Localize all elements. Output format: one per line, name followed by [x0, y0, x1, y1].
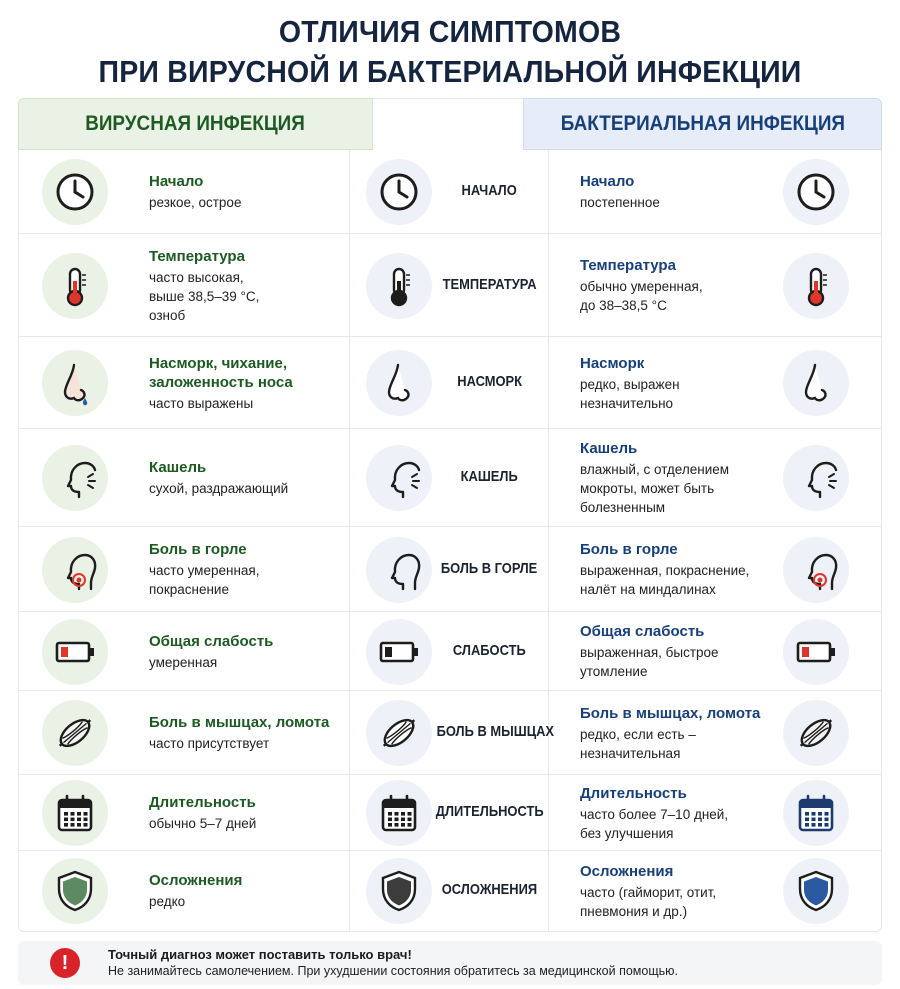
symptom-name: [427, 560, 552, 577]
bacterial-cell: [580, 622, 780, 681]
symptom-name: [427, 373, 552, 390]
bacterial-description: пневмония и др.): [580, 903, 688, 919]
viral-description: выше 38,5–39 °С,: [149, 288, 260, 304]
bacterial-description: мокроты, может быть: [580, 481, 715, 496]
bacterial-description: незначительная: [580, 745, 681, 761]
exclamation-icon: !: [50, 948, 80, 978]
viral-label: Осложнения: [149, 872, 243, 889]
viral-description: часто умеренная,: [149, 563, 260, 578]
bacterial-label: Кашель: [580, 440, 638, 457]
viral-description: часто выражены: [149, 395, 254, 411]
table-row: [19, 612, 881, 691]
shield-icon: [42, 858, 108, 924]
title-line-2: ПРИ ВИРУСНОЙ И БАКТЕРИАЛЬНОЙ ИНФЕКЦИИ: [98, 54, 802, 89]
bacterial-description: без улучшения: [580, 825, 674, 841]
clock-icon: [42, 159, 108, 225]
bacterial-cell: [580, 256, 780, 315]
bacterial-label: Боль в мышцах, ломота: [580, 704, 761, 722]
symptom-name: [427, 468, 552, 485]
sore-throat-icon: [42, 537, 108, 603]
symptom-name: [427, 182, 552, 199]
muscle-icon: [42, 700, 108, 766]
viral-cell: [149, 540, 349, 599]
viral-description: умеренная: [149, 654, 218, 670]
viral-cell: [149, 713, 349, 753]
viral-label: Общая слабость: [149, 632, 274, 650]
page-title: [36, 12, 864, 92]
symptom-name-text: НАЧАЛО: [461, 182, 518, 199]
bacterial-description: налёт на миндалинах: [580, 582, 716, 597]
bacterial-description: обычно умеренная,: [580, 279, 703, 294]
bacterial-description: выраженная, покраснение,: [580, 563, 750, 578]
viral-cell: [149, 247, 349, 325]
bacterial-cell: [580, 862, 780, 921]
viral-label: Кашель: [149, 459, 207, 476]
bacterial-description: постепенное: [580, 195, 660, 210]
symptom-name: [427, 803, 552, 820]
warning-text: Не занимайтесь самолечением. При ухудшении состояния обратитесь за медицинской помощью.: [108, 964, 678, 978]
viral-label: Боль в горле: [149, 541, 247, 558]
title-line-1: ОТЛИЧИЯ СИМПТОМОВ: [278, 14, 622, 49]
nose-icon: [42, 350, 108, 416]
viral-cell: [149, 354, 349, 413]
calendar-icon: [783, 780, 849, 846]
viral-description: сухой, раздражающий: [149, 481, 289, 496]
sore-throat-icon: [366, 537, 432, 603]
bacterial-cell: [580, 704, 780, 763]
bacterial-cell: [580, 172, 780, 212]
table-row: [19, 234, 881, 337]
bacterial-description: выраженная, быстрое: [580, 645, 719, 660]
bacterial-description: незначительно: [580, 395, 674, 411]
viral-cell: [149, 871, 349, 911]
bacterial-label: Общая слабость: [580, 623, 705, 640]
symptom-name-text: ДЛИТЕЛЬНОСТЬ: [435, 803, 544, 820]
viral-label: Длительность: [149, 794, 256, 811]
thermometer-icon: [366, 253, 432, 319]
bacterial-description: утомление: [580, 664, 648, 679]
symptom-name-text: БОЛЬ В МЫШЦАХ: [436, 723, 555, 740]
bacterial-description: редко, если есть –: [580, 726, 696, 742]
bacterial-header: БАКТЕРИАЛЬНАЯ ИНФЕКЦИЯ: [523, 98, 882, 150]
viral-cell: [149, 632, 349, 672]
bacterial-label: Насморк: [580, 354, 645, 372]
symptom-name: [427, 723, 555, 740]
warning-note: [18, 941, 882, 985]
nose-icon: [783, 350, 849, 416]
viral-description: резкое, острое: [149, 195, 242, 210]
cough-icon: [783, 445, 849, 511]
viral-description: покраснение: [149, 582, 229, 597]
bacterial-description: часто более 7–10 дней,: [580, 806, 729, 822]
nose-icon: [366, 350, 432, 416]
bacterial-description: часто (гайморит, отит,: [580, 884, 717, 900]
viral-description: озноб: [149, 307, 186, 323]
symptom-name-text: ТЕМПЕРАТУРА: [442, 275, 537, 293]
viral-description: часто высокая,: [149, 269, 244, 285]
battery-icon: [366, 619, 432, 685]
symptom-name-text: НАСМОРК: [457, 373, 522, 390]
viral-description: редко: [149, 894, 186, 909]
warning-title: Точный диагноз может поставить только врач!: [108, 947, 412, 962]
viral-cell: [149, 793, 349, 833]
clock-icon: [366, 159, 432, 225]
muscle-icon: [366, 700, 432, 766]
symptom-name-text: БОЛЬ В ГОРЛЕ: [441, 559, 538, 577]
symptom-name: [427, 276, 552, 293]
bacterial-description: влажный, с отделением: [580, 462, 730, 477]
table-row: [19, 775, 881, 851]
bacterial-label: Температура: [580, 257, 676, 274]
bacterial-label: Боль в горле: [580, 541, 678, 558]
table-row: [19, 851, 881, 931]
bacterial-cell: [580, 540, 780, 599]
viral-label: Температура: [149, 247, 245, 265]
bacterial-cell: [580, 784, 780, 843]
battery-icon: [42, 619, 108, 685]
symptom-name-text: ОСЛОЖНЕНИЯ: [441, 881, 538, 898]
table-row: [19, 150, 881, 234]
sore-throat-icon: [783, 537, 849, 603]
viral-label: Насморк, чихание, заложенность носа: [149, 354, 293, 391]
thermometer-icon: [783, 253, 849, 319]
shield-icon: [783, 858, 849, 924]
cough-icon: [366, 445, 432, 511]
shield-icon: [366, 858, 432, 924]
table-row: [19, 337, 881, 429]
cough-icon: [42, 445, 108, 511]
battery-icon: [783, 619, 849, 685]
bacterial-label: Осложнения: [580, 862, 674, 880]
viral-description: обычно 5–7 дней: [149, 816, 257, 831]
bacterial-cell: [580, 439, 780, 517]
clock-icon: [783, 159, 849, 225]
viral-description: часто присутствует: [149, 736, 270, 751]
symptom-name: [427, 881, 552, 898]
calendar-icon: [366, 780, 432, 846]
thermometer-icon: [42, 253, 108, 319]
viral-cell: [149, 172, 349, 212]
table-row: [19, 527, 881, 612]
muscle-icon: [783, 700, 849, 766]
table-row: [19, 429, 881, 527]
viral-label: Боль в мышцах, ломота: [149, 714, 330, 731]
symptom-name-text: КАШЕЛЬ: [460, 468, 519, 485]
bacterial-cell: [580, 354, 780, 413]
bacterial-description: до 38–38,5 °С: [580, 298, 667, 313]
bacterial-label: Длительность: [580, 784, 687, 802]
bacterial-description: болезненным: [580, 500, 666, 515]
viral-label: Начало: [149, 173, 204, 190]
viral-cell: [149, 458, 349, 498]
viral-header: ВИРУСНАЯ ИНФЕКЦИЯ: [18, 98, 373, 150]
table-row: [19, 691, 881, 775]
bacterial-label: Начало: [580, 173, 635, 190]
calendar-icon: [42, 780, 108, 846]
symptom-name: [427, 642, 552, 659]
symptom-name-text: СЛАБОСТЬ: [453, 641, 526, 659]
bacterial-description: редко, выражен: [580, 376, 680, 392]
